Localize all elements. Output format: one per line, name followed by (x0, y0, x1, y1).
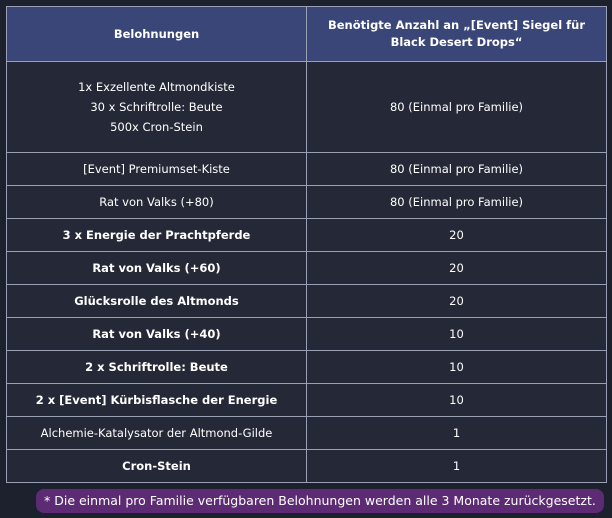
amount-cell: 80 (Einmal pro Familie) (307, 62, 607, 153)
table-row (7, 351, 607, 384)
header-required-amount: Benötigte Anzahl an „[Event] Siegel für Black Desert Drops“ (307, 7, 607, 62)
amount-cell: 80 (Einmal pro Familie) (307, 153, 607, 186)
amount-cell: 1 (307, 417, 607, 450)
reward-line: 30 x Schriftrolle: Beute (90, 100, 223, 114)
reward-cell: Cron-Stein (7, 450, 307, 483)
reward-cell: 2 x [Event] Kürbisflasche der Energie (7, 384, 307, 417)
table-row (7, 62, 607, 153)
table-row (7, 318, 607, 351)
reward-cell: 3 x Energie der Prachtpferde (7, 219, 307, 252)
table-row (7, 417, 607, 450)
reward-cell: Alchemie-Katalysator der Altmond-Gilde (7, 417, 307, 450)
table-row (7, 219, 607, 252)
table-header-row (7, 7, 607, 62)
reward-cell: Rat von Valks (+60) (7, 252, 307, 285)
table-row (7, 285, 607, 318)
reward-cell: Rat von Valks (+40) (7, 318, 307, 351)
reward-line: 500x Cron-Stein (110, 120, 203, 134)
amount-cell: 1 (307, 450, 607, 483)
table-row (7, 450, 607, 483)
amount-cell: 10 (307, 318, 607, 351)
amount-cell: 20 (307, 285, 607, 318)
rewards-table (6, 6, 607, 483)
amount-cell: 20 (307, 219, 607, 252)
table-row (7, 252, 607, 285)
reward-cell: [Event] Premiumset-Kiste (7, 153, 307, 186)
table-row (7, 186, 607, 219)
amount-cell: 10 (307, 351, 607, 384)
table-row (7, 384, 607, 417)
amount-cell: 10 (307, 384, 607, 417)
amount-cell: 20 (307, 252, 607, 285)
reset-note: * Die einmal pro Familie verfügbaren Belohnungen werden alle 3 Monate zurückgesetzt. (36, 489, 604, 513)
amount-cell: 80 (Einmal pro Familie) (307, 186, 607, 219)
reward-cell (7, 62, 307, 153)
table-row (7, 153, 607, 186)
header-rewards: Belohnungen (7, 7, 307, 62)
reward-cell: Glücksrolle des Altmonds (7, 285, 307, 318)
reward-cell: 2 x Schriftrolle: Beute (7, 351, 307, 384)
reward-cell: Rat von Valks (+80) (7, 186, 307, 219)
reward-line: 1x Exzellente Altmondkiste (78, 80, 235, 94)
